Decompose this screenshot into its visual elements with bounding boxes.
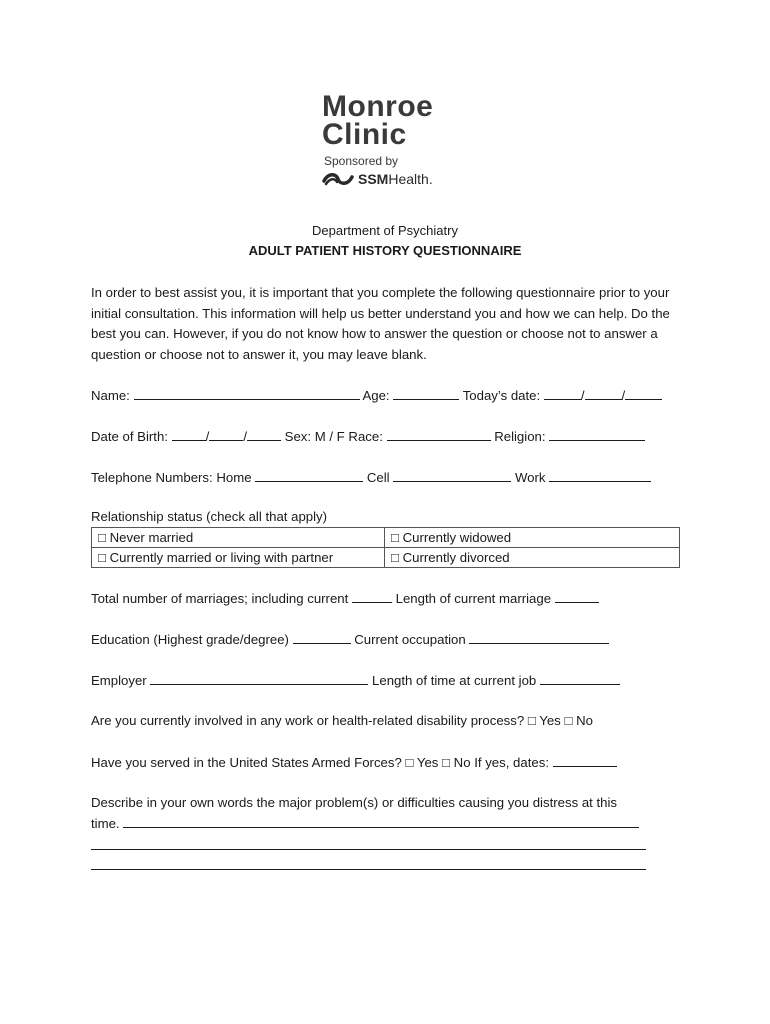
job-length-field[interactable] [540,671,620,685]
dob-month-field[interactable] [172,427,206,441]
logo-text-monroe: Monroe [322,90,434,123]
option-currently-married[interactable]: □ Currently married or living with partner [92,548,385,568]
date-separator: / [621,388,626,403]
option-currently-divorced[interactable]: □ Currently divorced [385,548,680,568]
intro-paragraph: In order to best assist you, it is important that you complete the following questionnaire prior to your initial consultation. This information will help us better understand you and how we can help. Do the best you can. However, if you do not know how to answer the question or choose not to answer a question or choose not to answer it, you may leave blank. [91,285,670,362]
education-row [91,630,609,649]
employer-row [91,671,620,690]
race-label: Race: [348,429,383,444]
education-label: Education (Highest grade/degree) [91,632,289,647]
disability-no-checkbox[interactable]: □ No [564,713,593,728]
disability-question: Are you currently involved in any work or health-related disability process? [91,713,525,728]
dob-year-field[interactable] [247,427,281,441]
work-label: Work [514,470,546,485]
age-field[interactable] [393,386,459,400]
total-marriages-label: Total number of marriages; including current [91,591,349,606]
marriage-length-field[interactable] [555,589,599,603]
todays-date-month-field[interactable] [544,386,581,400]
marriage-row [91,589,599,608]
relationship-status-table [91,527,680,568]
age-label: Age: [362,388,390,403]
problem-answer-field-2[interactable] [91,849,646,850]
military-question: Have you served in the United States Armed Forces? [91,755,402,770]
occupation-label: Current occupation [354,632,466,647]
marriage-length-label: Length of current marriage [395,591,552,606]
employer-label: Employer [91,673,147,688]
problem-time-label: time. [91,816,120,831]
todays-date-year-field[interactable] [625,386,662,400]
disability-row [91,712,593,730]
document-title: ADULT PATIENT HISTORY QUESTIONNAIRE [248,243,522,258]
problem-prompt: Describe in your own words the major problem(s) or difficulties causing you distress at this [91,795,618,810]
ssm-health-mark-icon [322,171,356,187]
total-marriages-field[interactable] [352,589,392,603]
cell-label: Cell [366,470,390,485]
ssm-health-logo [322,170,433,188]
cell-phone-field[interactable] [393,468,511,482]
problem-answer-field-3[interactable] [91,869,646,870]
telephone-home-label: Telephone Numbers: Home [91,470,252,485]
job-length-label: Length of time at current job [372,673,537,688]
name-field[interactable] [134,386,360,400]
home-phone-field[interactable] [255,468,363,482]
employer-field[interactable] [150,671,368,685]
option-never-married[interactable]: □ Never married [92,528,385,548]
todays-date-day-field[interactable] [585,386,622,400]
religion-field[interactable] [549,427,645,441]
relationship-status-label: Relationship status (check all that apply) [91,509,328,524]
department-name: Department of Psychiatry [312,223,458,238]
dob-day-field[interactable] [209,427,243,441]
telephone-row [91,468,651,487]
military-yes-checkbox[interactable]: □ Yes [405,755,439,770]
problem-answer-field-1[interactable] [123,814,639,828]
military-dates-field[interactable] [553,753,617,767]
logo-sponsor-text: Sponsored by [324,154,399,168]
date-separator: / [205,429,210,444]
military-row [91,753,617,772]
ssm-text: SSM [358,171,389,187]
name-label: Name: [91,388,130,403]
option-currently-widowed[interactable]: □ Currently widowed [385,528,680,548]
name-row [91,386,662,405]
date-separator: / [243,429,247,444]
sex-label: Sex: M / F [284,429,345,444]
dob-row [91,427,645,446]
religion-label: Religion: [494,429,546,444]
health-text: Health. [388,171,433,187]
work-phone-field[interactable] [549,468,651,482]
race-field[interactable] [387,427,491,441]
todays-date-label: Today’s date: [462,388,541,403]
military-no-checkbox[interactable]: □ No [442,755,471,770]
problem-line-1 [91,814,639,833]
logo-text-clinic: Clinic [322,118,407,151]
military-dates-label: If yes, dates: [474,755,549,770]
date-separator: / [580,388,585,403]
dob-label: Date of Birth: [91,429,168,444]
disability-yes-checkbox[interactable]: □ Yes [527,713,561,728]
occupation-field[interactable] [469,630,609,644]
education-field[interactable] [293,630,351,644]
monroe-clinic-logo [322,88,462,190]
